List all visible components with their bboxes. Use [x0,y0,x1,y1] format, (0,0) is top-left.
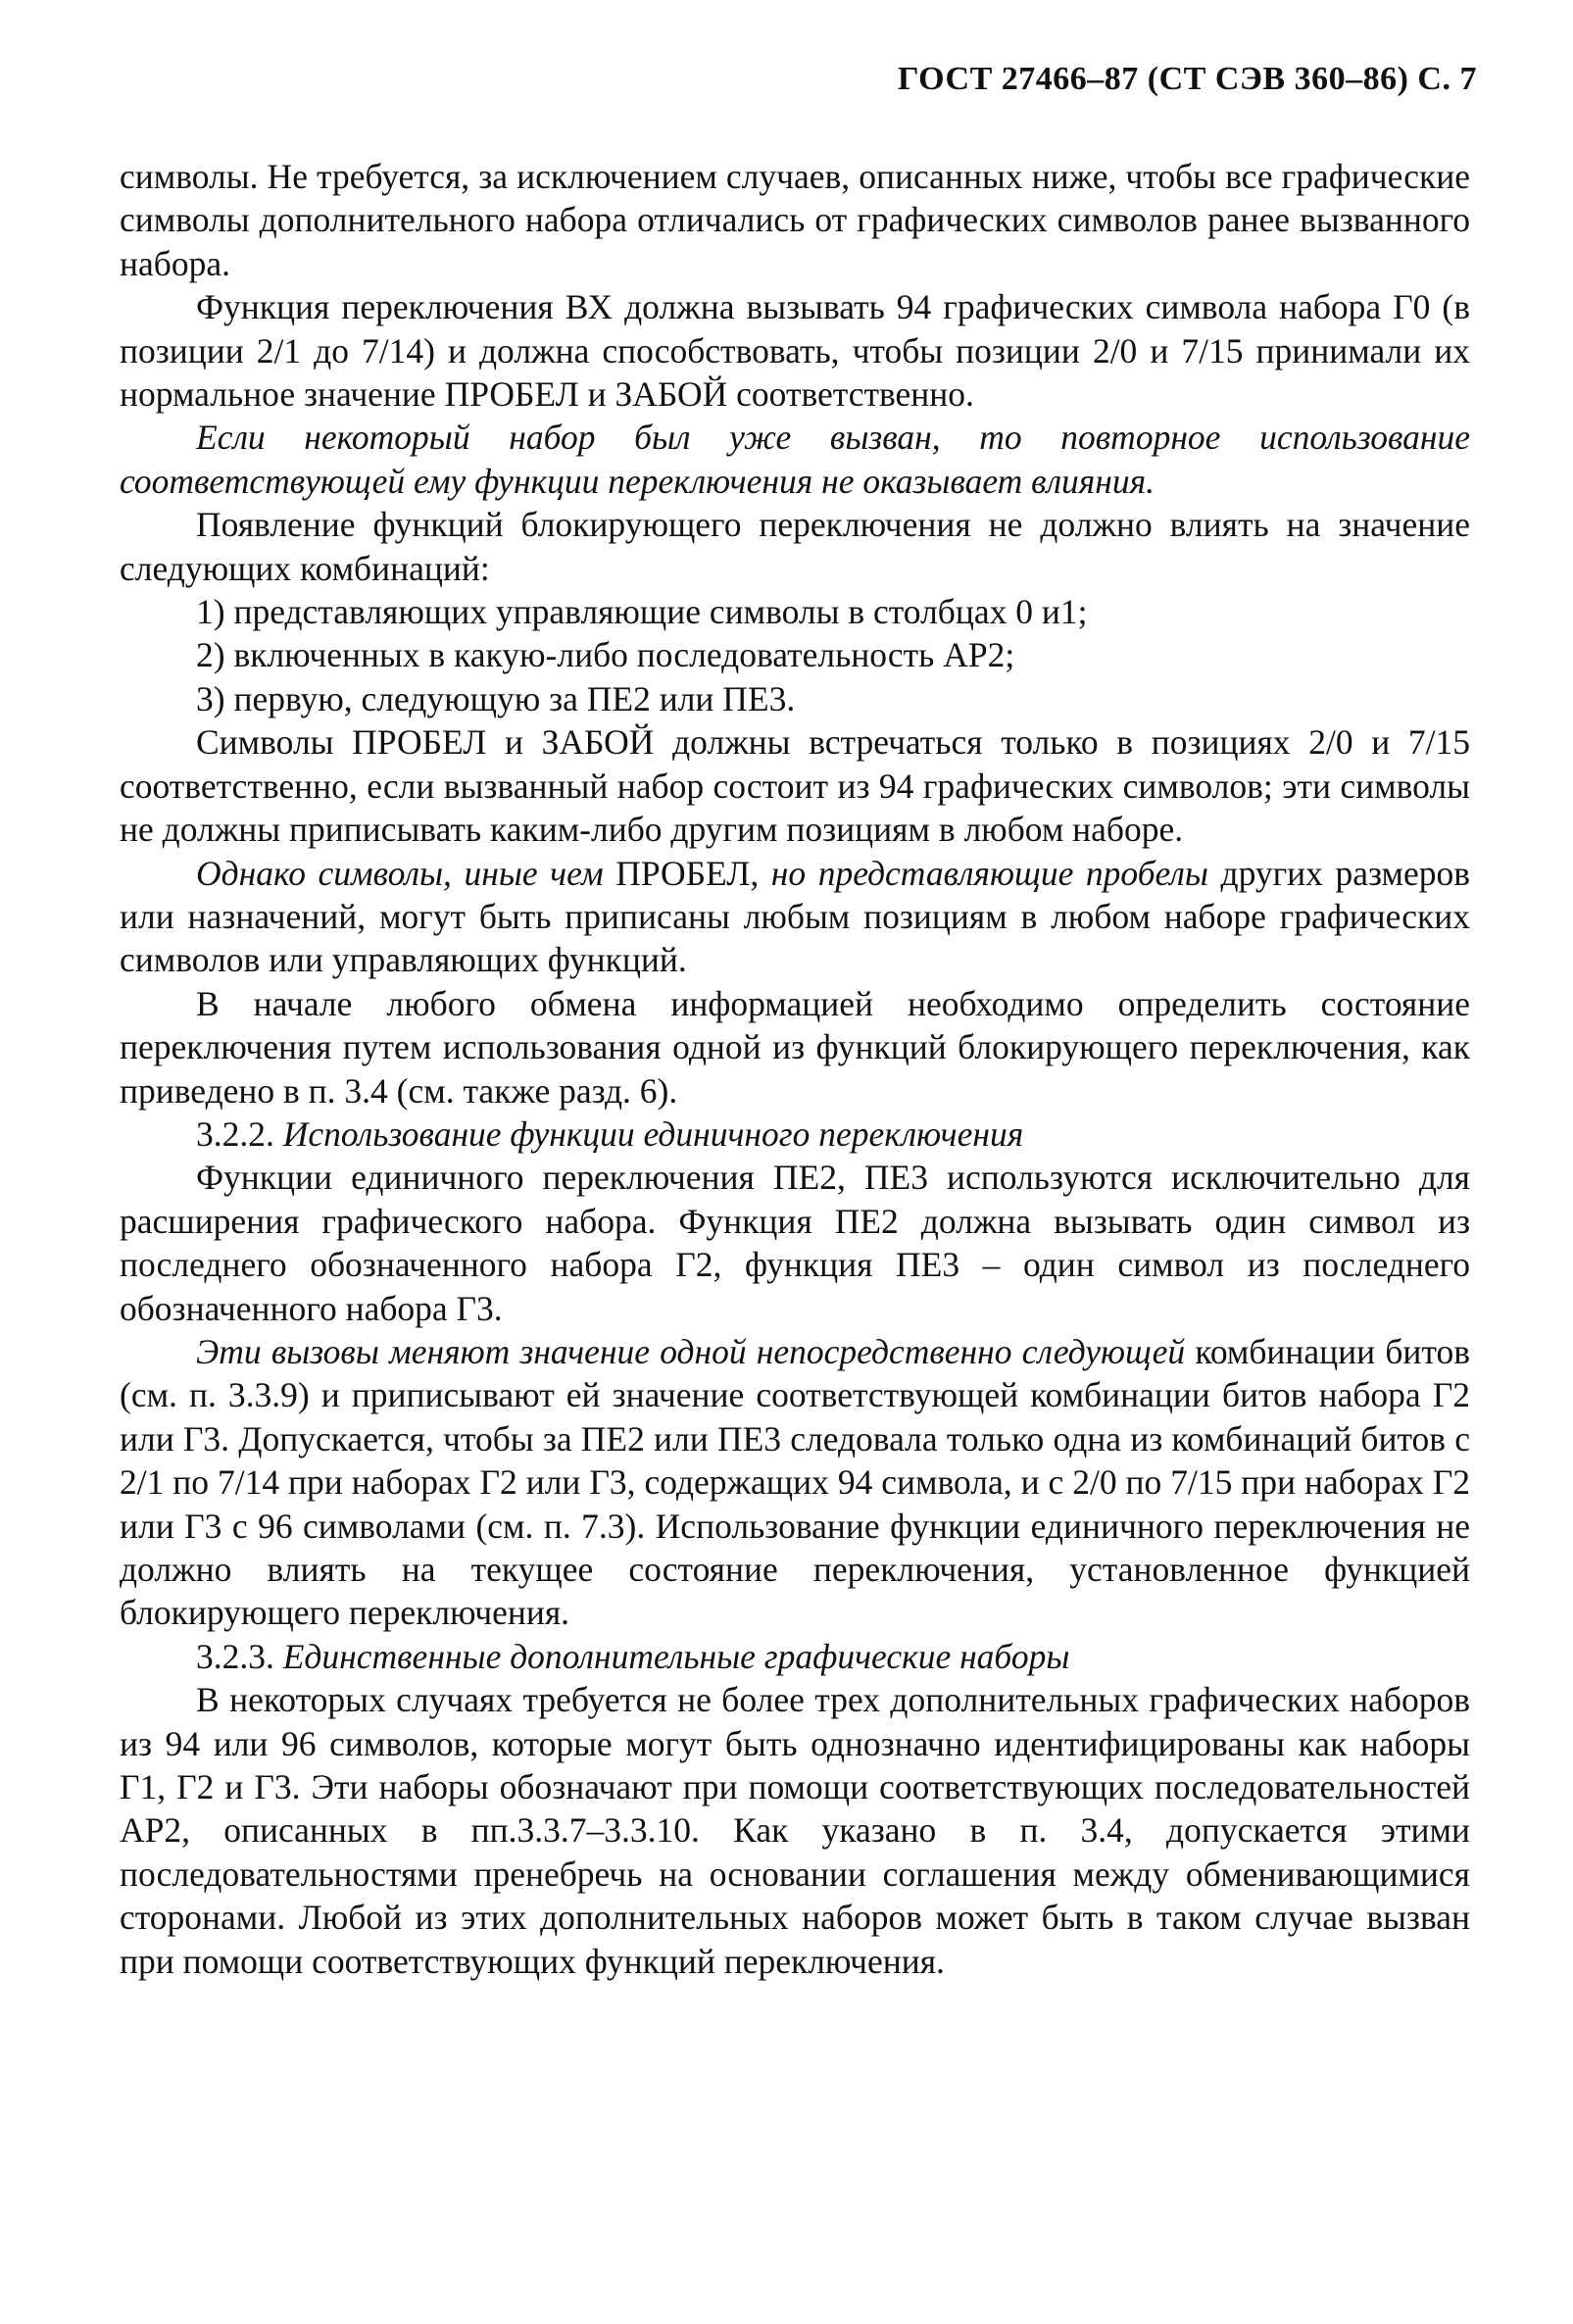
paragraph-continuation: символы. Не требуется, за исключением случаев, описанных ниже, чтобы все графические символы дополнительного набора отличались от графических символов ранее вызванного набора. [120,157,1470,283]
paragraph-repeat-invocation: Если некоторый набор был уже вызван, то повторное использование соответствующей ему функции переключения не оказывает влияния. [120,418,1470,501]
paragraph-other-spaces-italic-2: но представляющие пробелы [770,853,1208,893]
section-number: 3.2.2. [196,1113,283,1154]
paragraph-locking-shift: Появление функций блокирующего переключения не должно влиять на значение следующих комбинаций: [120,505,1470,588]
paragraph-other-spaces-rest: других размеров или назначений, могут быть приписаны любым позициям в любом наборе графических символов или управляющих функций. [120,853,1470,980]
paragraph-invocations-rest: комбинации битов (см. п. 3.3.9) и приписывают ей значение соответствующей комбинации битов набора Г2 или Г3. Допускается, чтобы за ПЕ2 или ПЕ3 следовала только одна из комбинаций битов с 2/1 по 7/14 при наборах Г2 или Г3, содержащих 94 символа, и с 2/0 по 7/15 при наборах Г2 или Г3 с 96 символами (см. п. 7.3). Использование функции единичного переключения не должно влиять на текущее состояние переключения, установленное функцией блокирующего переключения. [120,1331,1470,1633]
paragraph-space-delete: Символы ПРОБЕЛ и ЗАБОЙ должны встречаться только в позициях 2/0 и 7/15 соответственно, если вызванный набор состоит из 94 графических символов; эти символы не должны приписывать каким-либо другим позициям в любом наборе. [120,722,1470,850]
paragraph-other-spaces-word: ПРОБЕЛ, [603,853,771,893]
running-header: ГОСТ 27466–87 (СТ СЭВ 360–86) С. 7 [897,61,1477,97]
paragraph-exchange-start: В начале любого обмена информацией необходимо определить состояние переключения путем использования одной из функций блокирующего переключения, как приведено в п. 3.4 (см. также разд. 6). [120,983,1470,1111]
list-item-2: 2) включенных в какую-либо последовательность АР2; [196,635,1015,675]
paragraph-bx-function: Функция переключения ВХ должна вызывать 94 графических символа набора Г0 (в позиции 2/1 до 7/14) и должна способствовать, чтобы позиции 2/0 и 7/15 принимали их нормальное значение ПРОБЕЛ и ЗАБОЙ соответственно. [120,287,1470,415]
section-title: Использование функции единичного переключения [282,1113,1024,1154]
list-item-3: 3) первую, следующую за ПЕ2 или ПЕ3. [196,678,796,718]
section-title: Единственные дополнительные графические наборы [282,1636,1070,1676]
section-heading-3-2-2 [120,1113,1470,1156]
paragraph-other-spaces-italic: Однако символы, иные чем [196,853,604,893]
paragraph-invocations-italic: Эти вызовы меняют значение одной непосредственно следующей [196,1331,1186,1371]
section-number: 3.2.3. [196,1636,283,1676]
paragraph-additional-sets: В некоторых случаях требуется не более трех дополнительных графических наборов из 94 или 96 символов, которые могут быть однозначно идентифицированы как наборы Г1, Г2 и Г3. Эти наборы обозначают при помощи соответствующих последовательностей АР2, описанных в пп.3.3.7–3.3.10. Как указано в п. 3.4, допускается этими последовательностями пренебречь на основании соглашения между обменивающимися сторонами. Любой из этих дополнительных наборов может быть в таком случае вызван при помощи соответствующих функций переключения. [120,1680,1470,1981]
list-item-1: 1) представляющих управляющие символы в столбцах 0 и1; [196,592,1088,632]
body-text [120,155,1470,1983]
paragraph-invocations [120,1330,1470,1635]
paragraph-other-spaces [120,852,1470,982]
section-heading-3-2-3 [120,1635,1470,1678]
paragraph-single-shift: Функции единичного переключения ПЕ2, ПЕ3 используются исключительно для расширения графического набора. Функция ПЕ2 должна вызывать один символ из последнего обозначенного набора Г2, функция ПЕ3 – один символ из последнего обозначенного набора Г3. [120,1158,1470,1328]
